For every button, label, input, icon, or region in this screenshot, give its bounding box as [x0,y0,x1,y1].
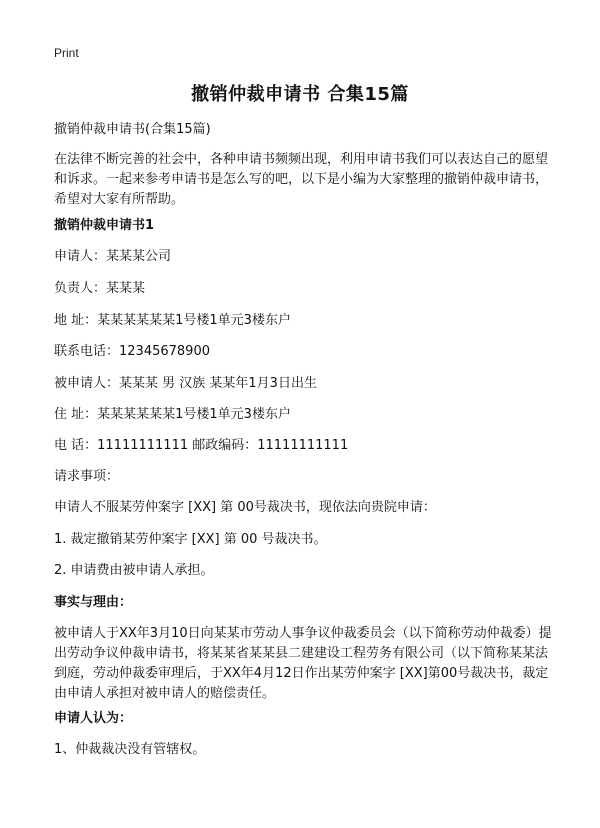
page-title: 撤销仲裁申请书 合集15篇 [191,84,409,105]
request-item-2: 2. 申请费由被申请人承担。 [54,563,214,578]
address-line: 地 址：某某某某某某1号楼1单元3楼东户 [54,313,291,328]
request-label: 请求事项： [54,469,120,484]
opinion-heading: 申请人认为： [54,711,133,726]
phone-line: 联系电话：12345678900 [54,344,210,359]
request-intro: 申请人不服某劳仲案字 [XX] 第 00号裁决书，现依法向贵院申请： [54,500,436,515]
intro-paragraph: 在法律不断完善的社会中，各种申请书频频出现，利用申请书我们可以表达自己的愿望和诉求。一起来参考申请书是怎么写的吧，以下是小编为大家整理的撤销仲裁申请书，希望对大家有所帮助。 [54,152,549,207]
print-label[interactable]: Print [54,46,79,60]
doc-subtitle: 撤销仲裁申请书(合集15篇) [54,122,211,137]
facts-paragraph: 被申请人于XX年3月10日向某某市劳动人事争议仲裁委员会（以下简称劳动仲裁委）提出劳动争议仲裁申请书，将某某省某某县二建建设工程劳务有限公司（以下简称某某法到庭，劳动仲裁委审理后，于XX年4月12日作出某劳仲案字 [XX]第00号裁决书，裁定由申请人承担对被申请人的赔偿责任。 [54,626,552,701]
section-heading: 撤销仲裁申请书1 [54,218,155,233]
opinion-item-1: 1、仲裁裁决没有管辖权。 [54,742,206,757]
tel-post-line: 电 话：11111111111 邮政编码：11111111111 [54,438,349,453]
respondent-line: 被申请人：某某某 男 汉族 某某年1月3日出生 [54,376,317,391]
responsible-line: 负责人：某某某 [54,281,146,296]
applicant-line: 申请人：某某某公司 [54,249,172,264]
facts-heading: 事实与理由： [54,595,133,610]
request-item-1: 1. 裁定撤销某劳仲案字 [XX] 第 00 号裁决书。 [54,532,327,547]
residence-line: 住 址：某某某某某某1号楼1单元3楼东户 [54,407,291,422]
